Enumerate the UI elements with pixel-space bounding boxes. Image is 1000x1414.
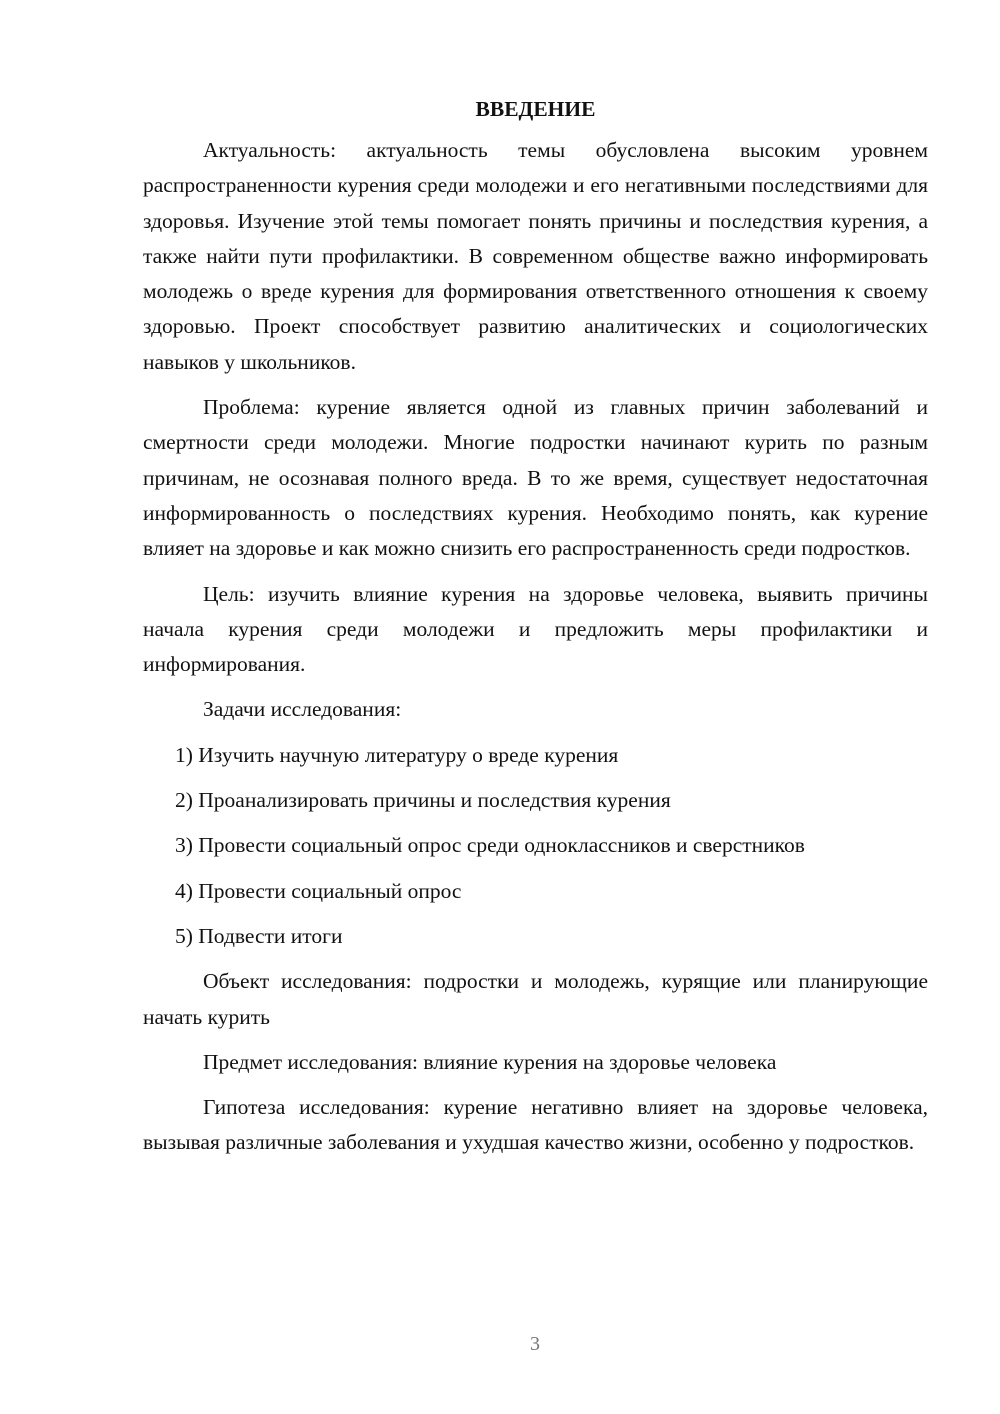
problem-paragraph: Проблема: курение является одной из главных причин заболеваний и смертности среди молодежи. Многие подростки начинают курить по разным причинам, не осознавая полного вреда. В то же время, существует недостаточная информированность о последствиях курения. Необходимо понять, как курение влияет на здоровье и как можно снизить его распространенность среди подростков. [143,395,928,561]
hypothesis-paragraph: Гипотеза исследования: курение негативно влияет на здоровье человека, вызывая различные заболевания и ухудшая качество жизни, особенно у подростков. [143,1095,928,1155]
task-item: 4) Провести социальный опрос [175,878,462,903]
document-body [143,92,928,1171]
page-number: 3 [530,1333,540,1355]
task-item: 1) Изучить научную литературу о вреде курения [175,742,619,767]
object-paragraph: Объект исследования: подростки и молодежь, курящие или планирующие начать курить [143,969,928,1029]
task-item: 2) Проанализировать причины и последствия курения [175,788,671,813]
task-item: 5) Подвести итоги [175,923,343,948]
section-title: ВВЕДЕНИЕ [475,97,596,121]
tasks-heading: Задачи исследования: [203,697,402,722]
task-list [143,738,928,954]
goal-paragraph: Цель: изучить влияние курения на здоровье человека, выявить причины начала курения среди молодежи и предложить меры профилактики и информирования. [143,581,928,677]
task-item: 3) Провести социальный опрос среди одноклассников и сверстников [175,833,805,858]
subject-paragraph: Предмет исследования: влияние курения на здоровье человека [203,1049,777,1074]
relevance-paragraph: Актуальность: актуальность темы обусловлена высоким уровнем распространенности курения среди молодежи и его негативными последствиями для здоровья. Изучение этой темы помогает понять причины и последствия курения, а также найти пути профилактики. В современном обществе важно информировать молодежь о вреде курения для формирования ответственного отношения к своему здоровью. Проект способствует развитию аналитических и социологических навыков у школьников. [143,138,928,374]
